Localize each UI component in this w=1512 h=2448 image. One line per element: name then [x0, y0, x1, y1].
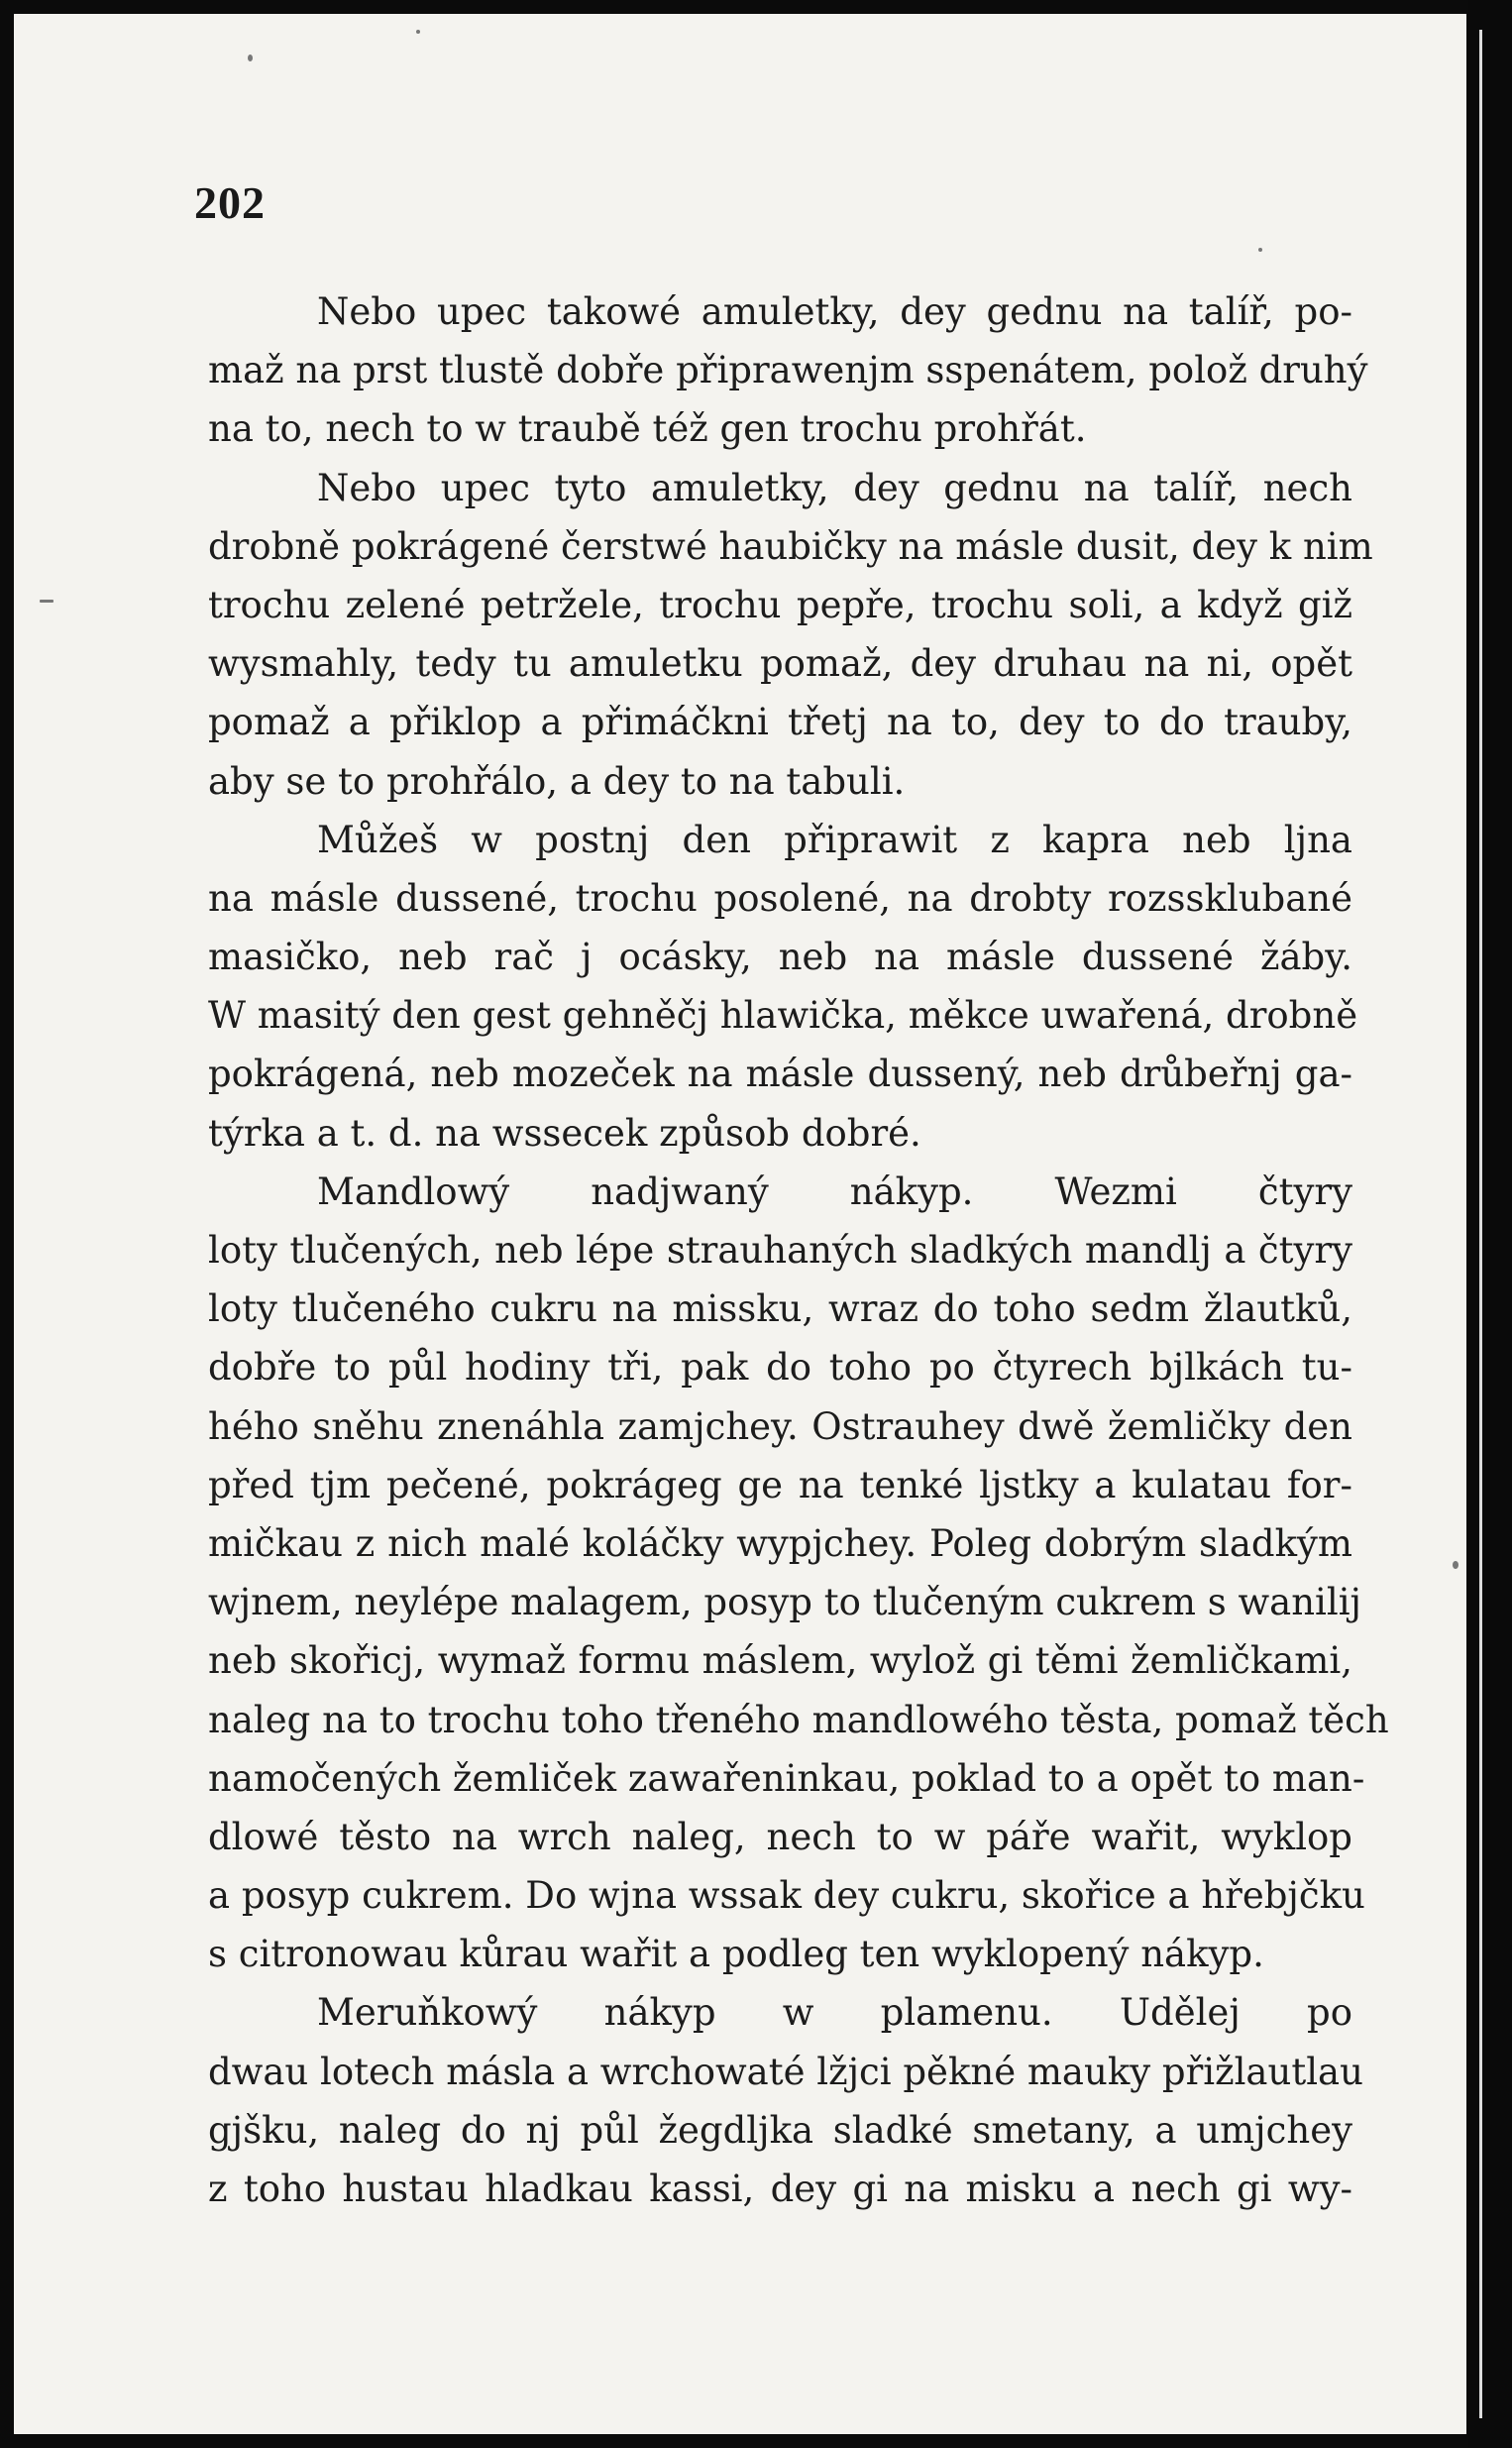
text-line: na to, nech to w traubě též gen trochu prohřát. [208, 407, 1087, 451]
text-line: maž na prst tlustě dobře připrawenjm sspenátem, polož druhý [208, 349, 1368, 392]
text-line: pomaž a přiklop a přimáčkni třetj na to, dey to do trauby, [208, 701, 1352, 744]
dust-speck [248, 55, 253, 61]
dust-speck [1258, 248, 1262, 252]
text-line: dobře to půl hodiny tři, pak do toho po čtyrech bjlkách tu- [208, 1346, 1352, 1390]
text-line: namočených žemliček zawařeninkau, poklad to a opět to man- [208, 1756, 1365, 1800]
text-line: s citronowau kůrau wařit a podleg ten wyklopený nákyp. [208, 1933, 1264, 1976]
dust-speck [1453, 1561, 1458, 1569]
text-line: pokrágená, neb mozeček na másle dussený, neb drůbeřnj ga- [208, 1053, 1352, 1096]
text-line: wysmahly, tedy tu amuletku pomaž, dey druhau na ni, opět [208, 642, 1352, 686]
dust-speck [416, 30, 420, 34]
text-line: před tjm pečené, pokrágeg ge na tenké ljstky a kulatau for- [208, 1463, 1352, 1506]
text-line: trochu zelené petržele, trochu pepře, trochu soli, a když giž [208, 583, 1352, 626]
text-line: hého sněhu znenáhla zamjchey. Ostrauhey dwě žemličky den [208, 1404, 1352, 1448]
text-line: mičkau z nich malé koláčky wypjchey. Poleg dobrým sladkým [208, 1521, 1352, 1565]
text-line: neb skořicj, wymaž formu máslem, wylož gi těmi žemličkami, [208, 1639, 1352, 1683]
text-line: gjšku, naleg do nj půl žegdljka sladké smetany, a umjchey [208, 2108, 1352, 2152]
text-line: loty tlučeného cukru na missku, wraz do toho sedm žlautků, [208, 1287, 1352, 1331]
text-line: Meruňkowý nákyp w plamenu. Udělej po [317, 1991, 1352, 2035]
text-line: Nebo upec takowé amuletky, dey gednu na talíř, po- [317, 290, 1352, 333]
scan-border [1468, 0, 1512, 2448]
text-line: dlowé těsto na wrch naleg, nech to w páře wařit, wyklop [208, 1815, 1352, 1858]
text-line: aby se to prohřálo, a dey to na tabuli. [208, 759, 906, 803]
body-text [208, 282, 1389, 2218]
adjacent-page-edge [1479, 30, 1482, 2418]
text-line: a posyp cukrem. Do wjna wssak dey cukru, skořice a hřebjčku [208, 1874, 1365, 1918]
text-line: wjnem, neylépe malagem, posyp to tlučeným cukrem s wanilij [208, 1581, 1362, 1624]
text-line: týrka a t. d. na wssecek způsob dobré. [208, 1111, 921, 1155]
text-line: naleg na to trochu toho třeného mandlowého těsta, pomaž těch [208, 1698, 1389, 1741]
text-line: dwau lotech másla a wrchowaté lžjci pěkné mauky přižlautlau [208, 2050, 1363, 2093]
text-line: loty tlučených, neb lépe strauhaných sladkých mandlj a čtyry [208, 1229, 1352, 1272]
text-line: Mandlowý nadjwaný nákyp. Wezmi čtyry [317, 1169, 1352, 1213]
page-number: 202 [194, 177, 266, 228]
text-line: drobně pokrágené čerstwé haubičky na másle dusit, dey k nim [208, 524, 1373, 568]
text-line: masičko, neb rač j ocásky, neb na másle dussené žáby. [208, 936, 1352, 979]
text-line: Můžeš w postnj den připrawit z kapra neb ljna [317, 818, 1352, 861]
text-line: Nebo upec tyto amuletky, dey gednu na talíř, nech [317, 466, 1352, 509]
text-line: na másle dussené, trochu posolené, na drobty rozssklubané [208, 876, 1352, 920]
dust-speck [40, 600, 54, 603]
text-line: z toho hustau hladkau kassi, dey gi na misku a nech gi wy- [208, 2168, 1352, 2210]
text-line: W masitý den gest gehněčj hlawička, měkce uwařená, drobně [208, 994, 1358, 1038]
